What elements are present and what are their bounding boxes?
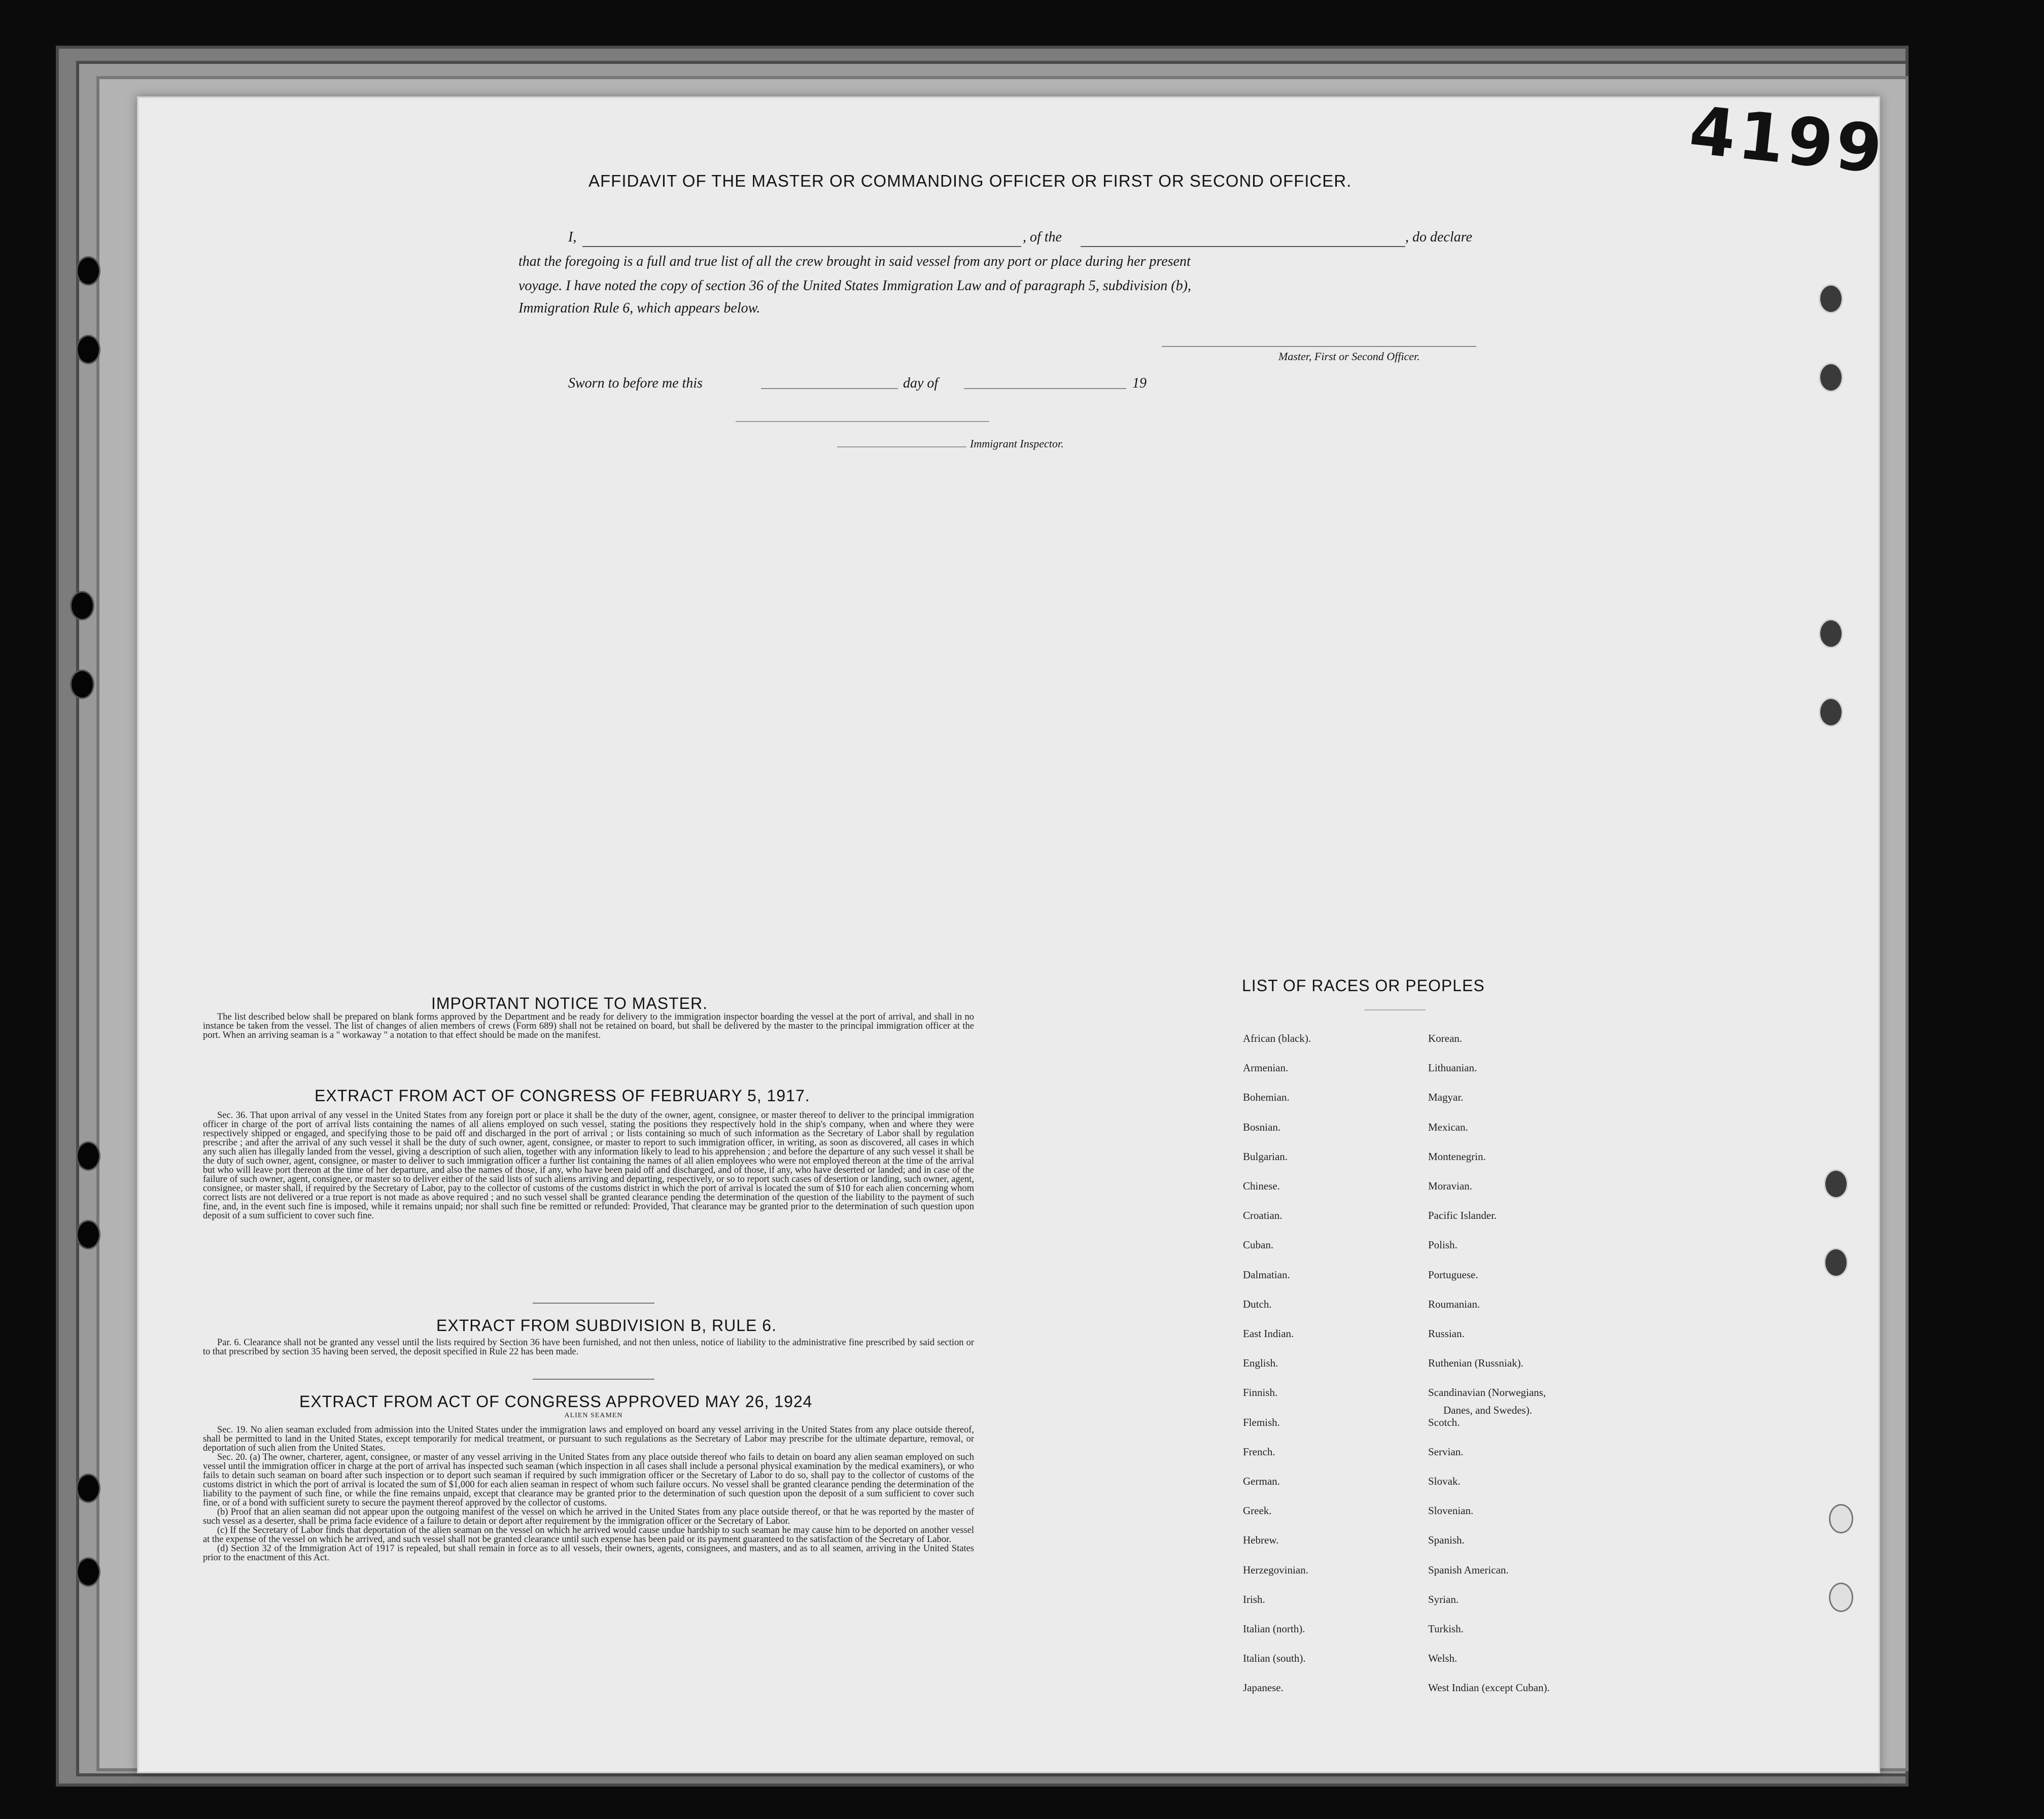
race-item: Portuguese. xyxy=(1428,1269,1478,1281)
race-item: Russian. xyxy=(1428,1327,1465,1340)
binder-hole xyxy=(1819,363,1843,392)
race-item: French. xyxy=(1243,1446,1275,1458)
sworn-month-blank xyxy=(964,388,1126,389)
extract-1917-paragraph: Sec. 36. That upon arrival of any vessel in the United States from any foreign port or place it shall be the duty of the owner, agent, consignee, or master thereof to deliver to the principal immigration officer in charge of the port of arrival lists containing the names of all aliens employed on such vessel, stating the positions they respectively hold in the ship's company, when and where they were respectively shipped or engaged, and specifying those to be paid off and discharged in the port of arrival ; or lists containing so much of such information as the Secretary of Labor shall by regulation prescribe ; and after the arrival of any such vessel it shall be the duty of such owner, agent, consignee, or master to report to such immigration officer, in writing, as soon as discovered, all cases in which any such alien has illegally landed from the vessel, giving a description of such alien, together with any information likely to lead to his apprehension ; and before the departure of any such vessel it shall be the duty of such owner, agent, consignee, or master to deliver to such immigration officer a further list containing the names of all alien employees who were not employed thereon at the time of the arrival but who will leave port thereon at the time of her departure, and also the names of those, if any, who have been paid off and discharged, and of those, if any, who have deserted or landed; and in case of the failure of such owner, agent, consignee, or master so to deliver either of the said lists of such aliens arriving and departing, respectively, or so to report such cases of desertion or landing, such owner, agent, consignee, or master shall, if required by the Secretary of Labor, pay to the collector of customs of the customs district in which the port of arrival is located the sum of $10 for each alien concerning whom correct lists are not delivered or a true report is not made as above required ; and no such vessel shall be granted clearance pending the determination of the question of the liability to the payment of such fine, and, in the event such fine is imposed, while it remains unpaid; nor shall such fine be remitted or refunded: Provided, That clearance may be granted prior to the determination of such question upon deposit of a sum sufficient to cover such fine. xyxy=(203,1110,974,1221)
day-of-label: day of xyxy=(903,375,939,391)
inspector-line-upper xyxy=(736,421,989,422)
race-item: Spanish American. xyxy=(1428,1564,1509,1576)
extract-1924-text xyxy=(203,1425,974,1562)
race-item: Roumanian. xyxy=(1428,1298,1480,1310)
race-scandinavian-continued: Danes, and Swedes). xyxy=(1443,1404,1532,1416)
inspector-signature-label: Immigrant Inspector. xyxy=(970,437,1064,450)
race-item: Polish. xyxy=(1428,1239,1458,1251)
race-item: Cuban. xyxy=(1243,1239,1274,1251)
race-item: Japanese. xyxy=(1243,1682,1284,1694)
race-item: Chinese. xyxy=(1243,1180,1280,1192)
race-item: Lithuanian. xyxy=(1428,1062,1477,1074)
extract-1924-title: EXTRACT FROM ACT OF CONGRESS APPROVED MAY 26, 1924 xyxy=(299,1392,813,1411)
binder-hole xyxy=(70,591,94,620)
affidavit-do-declare: , do declare xyxy=(1405,229,1472,245)
race-item: Greek. xyxy=(1243,1505,1272,1517)
race-item: Syrian. xyxy=(1428,1593,1459,1605)
extract-1924-sec20b: (b) Proof that an alien seaman did not appear upon the outgoing manifest of the vessel on which he arrived in the United States from any place outside thereof, or that he was reported by the master of such vessel as a deserter, shall be prima facie evidence of a failure to detain or deport after requirement by the immigration officer or the Secretary of Labor. xyxy=(203,1507,974,1526)
name-blank-line xyxy=(582,246,1021,247)
race-item: Welsh. xyxy=(1428,1652,1458,1664)
binder-hole xyxy=(1829,1583,1853,1612)
race-item: Moravian. xyxy=(1428,1180,1472,1192)
binder-hole xyxy=(76,1557,100,1587)
race-item: Slovenian. xyxy=(1428,1505,1474,1517)
extract-1924-sec20d: (d) Section 32 of the Immigration Act of 1917 is repealed, but shall remain in force as to all vessels, their owners, agents, consignees, and masters, and as to all seamen, arriving in the United States prior to the enactment of this Act. xyxy=(203,1544,974,1563)
alien-seamen-subtitle: ALIEN SEAMEN xyxy=(564,1412,623,1419)
extract-rule6-text xyxy=(203,1338,974,1356)
race-item: Servian. xyxy=(1428,1446,1464,1458)
binder-hole xyxy=(1819,619,1843,648)
race-item: Italian (north). xyxy=(1243,1623,1305,1635)
race-item: Irish. xyxy=(1243,1593,1265,1605)
binder-hole xyxy=(1824,1248,1848,1277)
affidavit-line-4: Immigration Rule 6, which appears below. xyxy=(518,300,760,316)
race-item: Korean. xyxy=(1428,1032,1463,1044)
extract-rule6-title: EXTRACT FROM SUBDIVISION B, RULE 6. xyxy=(436,1316,777,1335)
race-item: African (black). xyxy=(1243,1032,1311,1044)
extract-1924-sec19: Sec. 19. No alien seaman excluded from admission into the United States under the immigration laws and employed on board any vessel arriving in the United States from any place outside thereof, shall be permitted to land in the United States, except temporarily for medical treatment, or pursuant to such regulations as the Secretary of Labor may prescribe for the ultimate departure, removal, or deportation of such alien from the United States. xyxy=(203,1425,974,1453)
section-divider xyxy=(533,1379,654,1380)
binder-hole xyxy=(1819,697,1843,727)
affidavit-line-2: that the foregoing is a full and true list of all the crew brought in said vessel from any port or place during her present xyxy=(518,254,1191,269)
races-title-rule xyxy=(1365,1009,1426,1010)
race-item: Slovak. xyxy=(1428,1475,1461,1487)
notice-title: IMPORTANT NOTICE TO MASTER. xyxy=(431,994,708,1012)
race-item: Turkish. xyxy=(1428,1623,1464,1635)
race-item: Bulgarian. xyxy=(1243,1150,1288,1163)
race-item: Italian (south). xyxy=(1243,1652,1306,1664)
master-signature-label: Master, First or Second Officer. xyxy=(1278,350,1420,363)
race-item: Herzegovinian. xyxy=(1243,1564,1308,1576)
affidavit-i-label: I, xyxy=(568,229,577,245)
notice-text xyxy=(203,1012,974,1040)
extract-rule6-paragraph: Par. 6. Clearance shall not be granted any vessel until the lists required by Section 36 have been furnished, and not then unless, notice of liability to the administrative fine prescribed by said section or to that prescribed by section 35 having been served, the deposit specified in Rule 22 has been made. xyxy=(203,1338,974,1357)
affidavit-title: AFFIDAVIT OF THE MASTER OR COMMANDING OFFICER OR FIRST OR SECOND OFFICER. xyxy=(588,171,1352,190)
race-item: Scotch. xyxy=(1428,1416,1460,1428)
binder-hole xyxy=(70,670,94,699)
race-item: Pacific Islander. xyxy=(1428,1209,1497,1221)
sworn-label: Sworn to before me this xyxy=(568,375,703,391)
binder-hole xyxy=(1829,1504,1853,1533)
section-divider xyxy=(533,1303,654,1304)
races-title: LIST OF RACES OR PEOPLES xyxy=(1242,976,1485,995)
extract-1924-sec20a: Sec. 20. (a) The owner, charterer, agent, consignee, or master of any vessel arriving in the United States from any place outside thereof who fails to detain on board any alien seaman employed on such vessel until the immigration officer in charge at the port of arrival has inspected such seaman (which inspection in all cases shall include a personal physical examination by the medical examiners), or who fails to detain such seaman on board after such inspection or to deport such seaman if required by such immigration officer or the Secretary of Labor to do so, shall pay to the collector of customs of the customs district in which the port of arrival is located the sum of $1,000 for each alien seaman in respect of whom such failure occurs. No vessel shall be granted clearance pending the determination of the liability to the payment of such fine, or while the fine remains unpaid, except that clearance may be granted prior to the determination of such question upon the deposit of a sum sufficient to cover such fine, or of a bond with sufficient surety to secure the payment thereof approved by the collector of customs. xyxy=(203,1452,974,1508)
binder-hole xyxy=(76,1141,100,1171)
race-item: East Indian. xyxy=(1243,1327,1294,1340)
extract-1917-text xyxy=(203,1111,974,1220)
race-item: Bohemian. xyxy=(1243,1091,1290,1103)
binder-hole xyxy=(76,256,100,286)
race-item: Dalmatian. xyxy=(1243,1269,1290,1281)
extract-1924-sec20c: (c) If the Secretary of Labor finds that deportation of the alien seaman on the vessel on which he arrived would cause undue hardship to such seaman he may cause him to be deported on another vessel at the expense of the vessel on which he arrived, and such vessel shall not be granted clearance until such expense has been paid or its payment guaranteed to the satisfaction of the Secretary of Labor. xyxy=(203,1525,974,1545)
race-item: Hebrew. xyxy=(1243,1534,1279,1546)
handwritten-page-number: 4199 xyxy=(1686,91,1889,189)
notice-paragraph: The list described below shall be prepared on blank forms approved by the Department and be ready for delivery to the immigration inspector boarding the vessel at the port of arrival, and shall in no instance be taken from the vessel. The list of changes of alien members of crews (Form 689) shall not be retained on board, but shall be delivered by the master to the principal immigration officer at the port. When an arriving seaman is a " workaway " a notation to that effect should be made on the manifest. xyxy=(203,1012,974,1040)
year-prefix: 19 xyxy=(1132,375,1147,391)
extract-1917-title: EXTRACT FROM ACT OF CONGRESS OF FEBRUARY 5, 1917. xyxy=(315,1087,810,1105)
race-item: Flemish. xyxy=(1243,1416,1280,1428)
inspector-signature-line xyxy=(837,446,966,447)
race-item: German. xyxy=(1243,1475,1280,1487)
race-item: Montenegrin. xyxy=(1428,1150,1486,1163)
race-item: Spanish. xyxy=(1428,1534,1465,1546)
race-item: West Indian (except Cuban). xyxy=(1428,1682,1550,1694)
race-item: Croatian. xyxy=(1243,1209,1283,1221)
master-signature-line xyxy=(1162,346,1476,347)
sworn-day-blank xyxy=(761,388,898,389)
race-item: Magyar. xyxy=(1428,1091,1464,1103)
race-item: Dutch. xyxy=(1243,1298,1272,1310)
race-item: Mexican. xyxy=(1428,1121,1468,1133)
binder-hole xyxy=(1819,284,1843,313)
race-item: Scandinavian (Norwegians, xyxy=(1428,1386,1546,1398)
binder-hole xyxy=(76,1220,100,1249)
race-item: Armenian. xyxy=(1243,1062,1289,1074)
race-item: English. xyxy=(1243,1357,1278,1369)
race-item: Finnish. xyxy=(1243,1386,1278,1398)
binder-hole xyxy=(1824,1169,1848,1199)
race-item: Ruthenian (Russniak). xyxy=(1428,1357,1523,1369)
race-item: Bosnian. xyxy=(1243,1121,1281,1133)
vessel-blank-line xyxy=(1081,246,1405,247)
binder-hole xyxy=(76,1474,100,1503)
affidavit-line-3: voyage. I have noted the copy of section 36 of the United States Immigration Law and of paragraph 5, subdivision (b), xyxy=(518,278,1191,294)
binder-hole xyxy=(76,335,100,364)
affidavit-of-the: , of the xyxy=(1023,229,1062,245)
